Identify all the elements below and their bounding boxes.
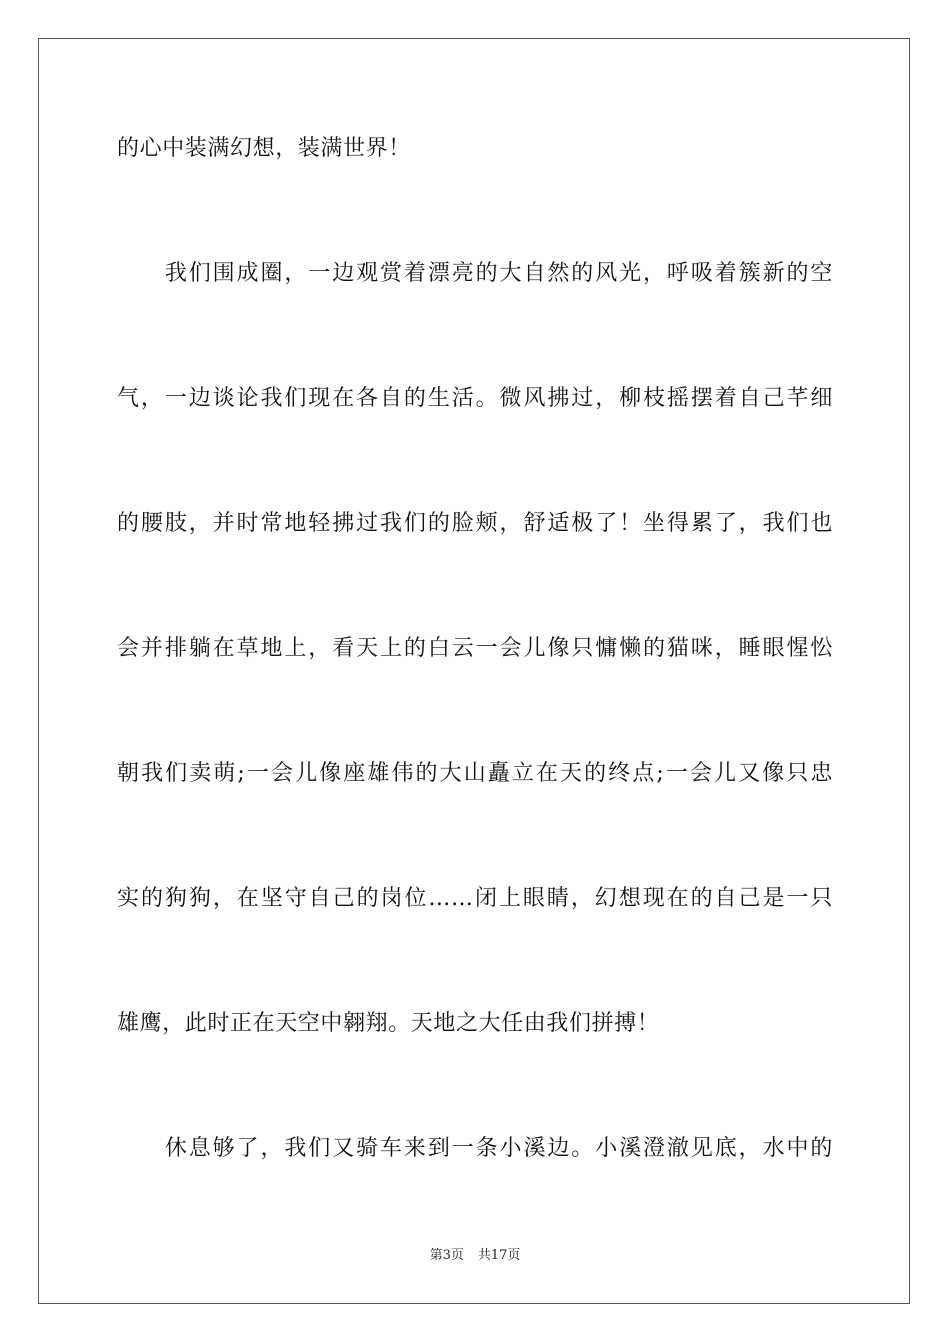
page-total: 共17页 (477, 1248, 521, 1263)
text-line: 我们围成圈，一边观赏着漂亮的大自然的风光，呼吸着簇新的空 (117, 261, 833, 286)
page-footer (0, 1247, 950, 1265)
page-border (38, 38, 910, 1304)
text-line: 朝我们卖萌;一会儿像座雄伟的大山矗立在天的终点;一会儿又像只忠 (117, 761, 833, 786)
text-line: 的腰肢，并时常地轻拂过我们的脸颊，舒适极了！坐得累了，我们也 (117, 511, 833, 536)
page-number: 第3页 (429, 1248, 464, 1263)
text-line: 实的狗狗，在坚守自己的岗位……闭上眼睛，幻想现在的自己是一只 (117, 886, 833, 911)
text-line: 休息够了，我们又骑车来到一条小溪边。小溪澄澈见底，水中的 (117, 1136, 833, 1161)
text-line: 气，一边谈论我们现在各自的生活。微风拂过，柳枝摇摆着自己芊细 (117, 386, 833, 411)
text-line: 的心中装满幻想，装满世界！ (117, 136, 411, 161)
text-line: 雄鹰，此时正在天空中翱翔。天地之大任由我们拼搏！ (117, 1011, 660, 1036)
text-line: 会并排躺在草地上，看天上的白云一会儿像只慵懒的猫咪，睡眼惺忪 (117, 636, 833, 661)
